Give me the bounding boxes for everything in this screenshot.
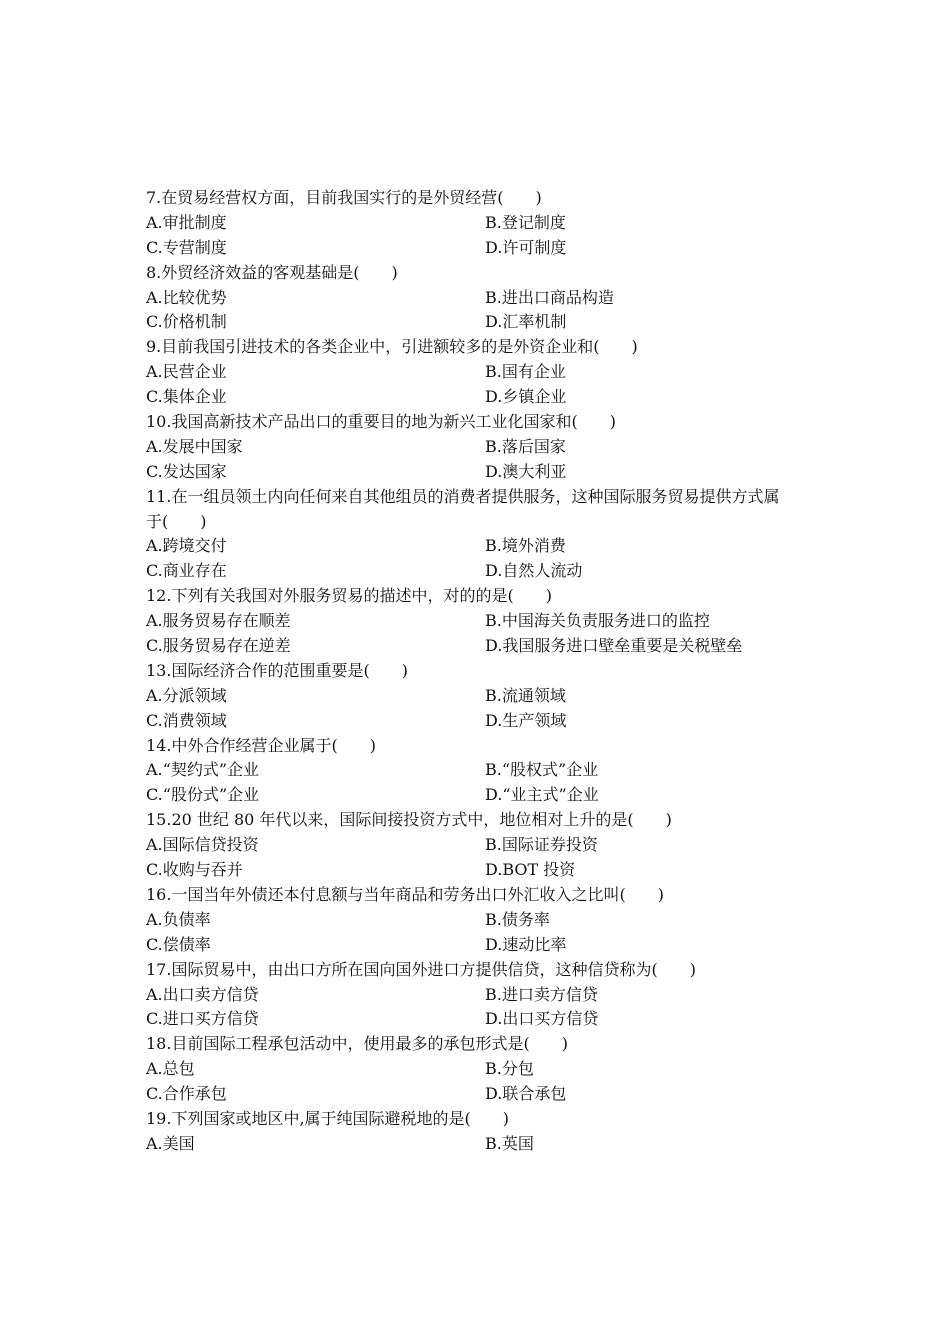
question-stem: 9.目前我国引进技术的各类企业中，引进额较多的是外资企业和( ) [146, 337, 638, 357]
question-block [146, 808, 826, 883]
question-stem: 15.20 世纪 80 年代以来，国际间接投资方式中，地位相对上升的是( ) [146, 810, 672, 830]
option-text: B.国有企业 [485, 362, 566, 382]
option-text: A.民营企业 [146, 362, 227, 382]
option-row [146, 360, 826, 385]
option-row [146, 435, 826, 460]
question-stem: 13.国际经济合作的范围重要是( ) [146, 660, 408, 680]
option-row [146, 933, 826, 958]
question-stem: 18.目前国际工程承包活动中，使用最多的承包形式是( ) [146, 1034, 568, 1054]
option-row [146, 385, 826, 410]
option-text: B.国际证券投资 [485, 835, 598, 855]
question-block [146, 485, 826, 585]
option-row [146, 609, 826, 634]
option-text: C.“股份式”企业 [146, 785, 260, 805]
option-text: C.价格机制 [146, 312, 227, 332]
question-stem: 17.国际贸易中，由出口方所在国向国外进口方提供信贷，这种信贷称为( ) [146, 959, 696, 979]
question-stem: 于( ) [146, 511, 207, 531]
option-row [146, 1132, 826, 1157]
option-text: C.收购与吞并 [146, 860, 243, 880]
option-text: A.国际信贷投资 [146, 835, 259, 855]
option-text: A.分派领域 [146, 685, 227, 705]
option-text: B.登记制度 [485, 212, 566, 232]
option-row [146, 684, 826, 709]
option-text: B.债务率 [485, 909, 550, 929]
option-text: B.“股权式”企业 [485, 760, 599, 780]
option-text: B.进出口商品构造 [485, 287, 614, 307]
question-block [146, 261, 826, 336]
option-text: A.总包 [146, 1059, 195, 1079]
option-text: C.商业存在 [146, 561, 227, 581]
question-list [146, 186, 826, 1157]
option-text: C.服务贸易存在逆差 [146, 636, 291, 656]
option-text: D.许可制度 [485, 237, 567, 257]
option-text: B.英国 [485, 1133, 534, 1153]
option-text: D.生产领域 [485, 710, 567, 730]
question-block [146, 1032, 826, 1107]
question-stem: 11.在一组员领土内向任何来自其他组员的消费者提供服务，这种国际服务贸易提供方式属 [146, 486, 780, 506]
option-text: B.中国海关负责服务进口的监控 [485, 611, 710, 631]
option-row [146, 236, 826, 261]
question-stem: 19.下列国家或地区中,属于纯国际避税地的是( ) [146, 1108, 510, 1128]
option-row [146, 1007, 826, 1032]
option-row [146, 983, 826, 1008]
question-block [146, 883, 826, 958]
question-stem: 8.外贸经济效益的客观基础是( ) [146, 262, 398, 282]
option-text: D.汇率机制 [485, 312, 567, 332]
option-row [146, 310, 826, 335]
option-row [146, 783, 826, 808]
option-text: A.服务贸易存在顺差 [146, 611, 291, 631]
option-text: D.澳大利亚 [485, 461, 567, 481]
option-text: A.美国 [146, 1133, 195, 1153]
question-block [146, 584, 826, 659]
option-text: D.我国服务进口壁垒重要是关税壁垒 [485, 636, 743, 656]
option-text: B.流通领域 [485, 685, 566, 705]
option-row [146, 634, 826, 659]
option-row [146, 1057, 826, 1082]
question-stem: 14.中外合作经营企业属于( ) [146, 735, 376, 755]
option-text: C.合作承包 [146, 1084, 227, 1104]
question-stem: 12.下列有关我国对外服务贸易的描述中，对的的是( ) [146, 586, 552, 606]
option-text: D.出口买方信贷 [485, 1009, 599, 1029]
question-block [146, 335, 826, 410]
option-text: D.联合承包 [485, 1084, 567, 1104]
question-stem: 7.在贸易经营权方面，目前我国实行的是外贸经营( ) [146, 188, 542, 207]
question-block [146, 1107, 826, 1157]
option-text: D.BOT 投资 [485, 860, 576, 880]
option-text: A.出口卖方信贷 [146, 984, 259, 1004]
question-stem: 10.我国高新技术产品出口的重要目的地为新兴工业化国家和( ) [146, 412, 616, 432]
option-text: A.负债率 [146, 909, 211, 929]
option-text: D.乡镇企业 [485, 387, 567, 407]
option-text: D.自然人流动 [485, 561, 583, 581]
option-text: C.发达国家 [146, 461, 227, 481]
option-text: B.分包 [485, 1059, 534, 1079]
option-row [146, 908, 826, 933]
option-text: C.进口买方信贷 [146, 1009, 259, 1029]
question-block [146, 958, 826, 1033]
option-row [146, 1082, 826, 1107]
option-row [146, 709, 826, 734]
option-row [146, 559, 826, 584]
option-row [146, 534, 826, 559]
option-text: C.消费领域 [146, 710, 227, 730]
question-block [146, 186, 826, 261]
option-text: B.进口卖方信贷 [485, 984, 598, 1004]
option-text: C.集体企业 [146, 387, 227, 407]
question-block [146, 659, 826, 734]
option-text: B.境外消费 [485, 536, 566, 556]
question-block [146, 410, 826, 485]
option-text: D.“业主式”企业 [485, 785, 599, 805]
option-text: A.发展中国家 [146, 436, 243, 456]
option-row [146, 758, 826, 783]
option-text: D.速动比率 [485, 934, 567, 954]
option-text: B.落后国家 [485, 436, 566, 456]
option-text: A.“契约式”企业 [146, 760, 260, 780]
option-row [146, 286, 826, 311]
option-text: A.比较优势 [146, 287, 227, 307]
option-text: A.审批制度 [146, 212, 227, 232]
option-text: C.专营制度 [146, 237, 227, 257]
option-row [146, 833, 826, 858]
option-text: A.跨境交付 [146, 536, 227, 556]
question-block [146, 734, 826, 809]
question-stem: 16.一国当年外债还本付息额与当年商品和劳务出口外汇收入之比叫( ) [146, 884, 664, 904]
option-row [146, 858, 826, 883]
option-row [146, 211, 826, 236]
option-text: C.偿债率 [146, 934, 211, 954]
option-row [146, 460, 826, 485]
